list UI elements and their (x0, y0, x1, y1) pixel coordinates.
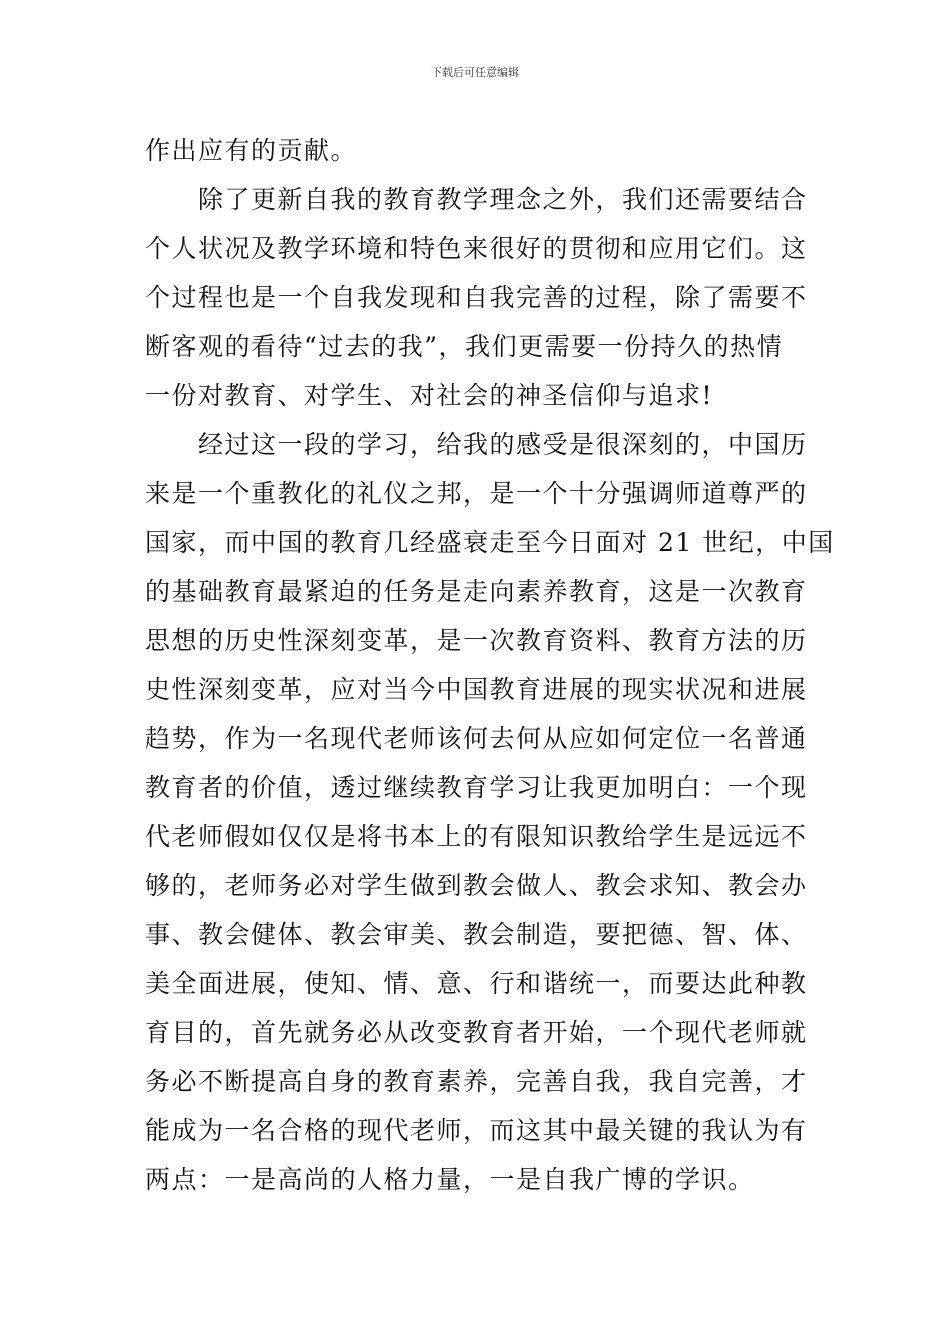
text-line: 能成为一名合格的现代老师，而这其中最关键的我认为有 (145, 1116, 808, 1145)
text-line: 事、教会健体、教会审美、教会制造，要把德、智、体、 (145, 920, 808, 949)
text-line: 个过程也是一个自我发现和自我完善的过程，除了需要不 (145, 283, 808, 312)
text-line: 代老师假如仅仅是将书本上的有限知识教给学生是远远不 (145, 822, 808, 851)
text-line: 够的，老师务必对学生做到教会做人、教会求知、教会办 (145, 871, 808, 900)
text-line: 除了更新自我的教育教学理念之外，我们还需要结合 (145, 185, 808, 214)
text-line: 思想的历史性深刻变革，是一次教育资料、教育方法的历 (145, 626, 808, 655)
paragraph-3 (145, 420, 835, 1204)
text-line: 断客观的看待“过去的我”，我们更需要一份持久的热情 (145, 332, 784, 361)
text-line: 趋势，作为一名现代老师该何去何从应如何定位一名普通 (145, 724, 808, 753)
text-line: 教育者的价值，透过继续教育学习让我更加明白：一个现 (145, 773, 808, 802)
text-line: 的基础教育最紧迫的任务是走向素养教育，这是一次教育 (145, 577, 808, 606)
text-line: 两点：一是高尚的人格力量，一是自我广博的学识。 (145, 1165, 755, 1194)
paragraph-2 (145, 175, 807, 420)
text-line: 育目的，首先就务必从改变教育者开始，一个现代老师就 (145, 1018, 808, 1047)
document-body (145, 126, 835, 1204)
text-line: 史性深刻变革，应对当今中国教育进展的现实状况和进展 (145, 675, 808, 704)
text-line: 一份对教育、对学生、对社会的神圣信仰与追求! (145, 381, 714, 410)
text-line: 国家，而中国的教育几经盛衰走至今日面对 21 世纪，中国 (145, 528, 835, 557)
text-line: 个人状况及教学环境和特色来很好的贯彻和应用它们。这 (145, 234, 808, 263)
paragraph-1 (145, 126, 807, 175)
text-line: 务必不断提高自身的教育素养，完善自我，我自完善，才 (145, 1067, 808, 1096)
text-line: 经过这一段的学习，给我的感受是很深刻的，中国历 (145, 430, 808, 459)
text-line: 来是一个重教化的礼仪之邦，是一个十分强调师道尊严的 (145, 479, 808, 508)
text-line: 美全面进展，使知、情、意、行和谐统一，而要达此种教 (145, 969, 808, 998)
text-line: 作出应有的贡献。 (145, 136, 358, 165)
page-header: 下载后可任意编辑 (431, 66, 519, 79)
